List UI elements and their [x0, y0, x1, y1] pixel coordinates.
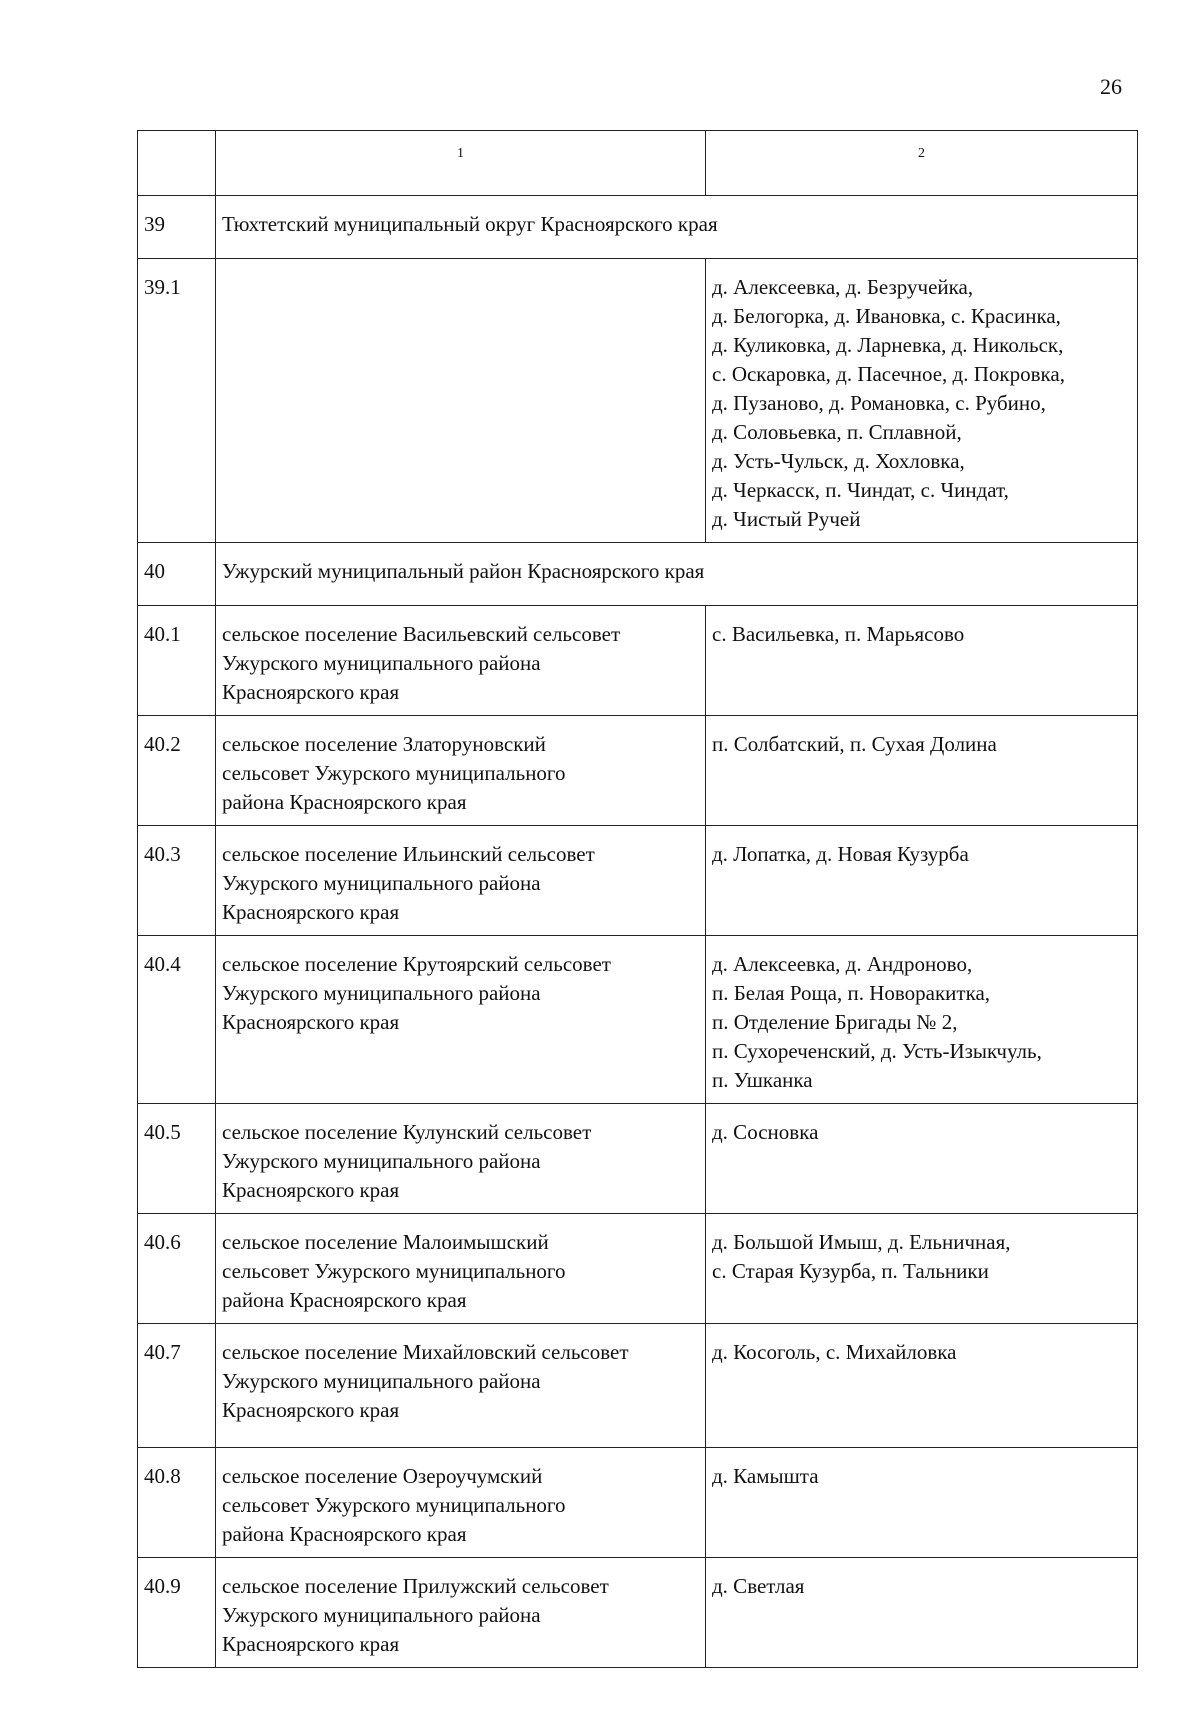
table-row — [138, 1214, 1138, 1324]
table-row — [138, 826, 1138, 936]
localities-cell: д. Лопатка, д. Новая Кузурба — [706, 826, 1138, 936]
settlement-name-cell: сельское поселение Прилужский сельсовет Ужурского муниципального района Красноярского края — [216, 1558, 706, 1668]
settlement-name-cell: сельское поселение Михайловский сельсовет Ужурского муниципального района Красноярского края — [216, 1324, 706, 1448]
localities-cell: д. Камышта — [706, 1448, 1138, 1558]
row-number-cell: 40.8 — [138, 1448, 216, 1558]
table-header-row — [138, 131, 1138, 196]
table-row — [138, 716, 1138, 826]
settlement-name-cell: сельское поселение Озероучумский сельсовет Ужурского муниципального района Красноярского края — [216, 1448, 706, 1558]
header-cell-1: 1 — [216, 131, 706, 196]
row-number-cell: 40.5 — [138, 1104, 216, 1214]
row-number-cell: 40.3 — [138, 826, 216, 936]
table-row — [138, 259, 1138, 543]
settlements-table — [137, 130, 1138, 1668]
localities-cell: п. Солбатский, п. Сухая Долина — [706, 716, 1138, 826]
table-row — [138, 936, 1138, 1104]
row-number-cell: 40.6 — [138, 1214, 216, 1324]
table-row — [138, 1448, 1138, 1558]
row-number-cell: 40.4 — [138, 936, 216, 1104]
page-number: 26 — [1100, 74, 1122, 99]
settlement-name-cell: сельское поселение Малоимышский сельсовет Ужурского муниципального района Красноярского края — [216, 1214, 706, 1324]
row-number-cell: 40.2 — [138, 716, 216, 826]
table-group-row — [138, 196, 1138, 259]
localities-cell: д. Светлая — [706, 1558, 1138, 1668]
table-body — [138, 131, 1138, 1668]
settlement-name-cell: сельское поселение Златоруновский сельсовет Ужурского муниципального района Красноярского края — [216, 716, 706, 826]
settlement-name-cell: сельское поселение Васильевский сельсовет Ужурского муниципального района Красноярского края — [216, 606, 706, 716]
localities-cell: д. Алексеевка, д. Андроново, п. Белая Роща, п. Новоракитка, п. Отделение Бригады № 2, п. Сухореченский, д. Усть-Изыкчуль, п. Ушканка — [706, 936, 1138, 1104]
table-row — [138, 1558, 1138, 1668]
table-group-row — [138, 543, 1138, 606]
row-number-cell: 40.9 — [138, 1558, 216, 1668]
settlement-name-cell: сельское поселение Крутоярский сельсовет Ужурского муниципального района Красноярского края — [216, 936, 706, 1104]
header-cell-2: 2 — [706, 131, 1138, 196]
row-number-cell: 40 — [138, 543, 216, 606]
localities-cell: с. Васильевка, п. Марьясово — [706, 606, 1138, 716]
row-number-cell: 40.7 — [138, 1324, 216, 1448]
settlement-name-cell — [216, 259, 706, 543]
table-row — [138, 606, 1138, 716]
municipality-name-cell: Тюхтетский муниципальный округ Красноярского края — [216, 196, 1138, 259]
localities-cell: д. Сосновка — [706, 1104, 1138, 1214]
row-number-cell: 40.1 — [138, 606, 216, 716]
settlement-name-cell: сельское поселение Ильинский сельсовет Ужурского муниципального района Красноярского края — [216, 826, 706, 936]
settlement-name-cell: сельское поселение Кулунский сельсовет Ужурского муниципального района Красноярского края — [216, 1104, 706, 1214]
municipality-name-cell: Ужурский муниципальный район Красноярского края — [216, 543, 1138, 606]
table-row — [138, 1324, 1138, 1448]
localities-cell: д. Косоголь, с. Михайловка — [706, 1324, 1138, 1448]
table-row — [138, 1104, 1138, 1214]
header-cell-number — [138, 131, 216, 196]
localities-cell: д. Большой Имыш, д. Ельничная, с. Старая Кузурба, п. Тальники — [706, 1214, 1138, 1324]
localities-cell: д. Алексеевка, д. Безручейка, д. Белогорка, д. Ивановка, с. Красинка, д. Куликовка, д. Ларневка, д. Никольск, с. Оскаровка, д. Пасечное, д. Покровка, д. Пузаново, д. Романовка, с. Рубино, д. Соловьевка, п. Сплавной, д. Усть-Чульск, д. Хохловка, д. Черкасск, п. Чиндат, с. Чиндат, д. Чистый Ручей — [706, 259, 1138, 543]
row-number-cell: 39 — [138, 196, 216, 259]
row-number-cell: 39.1 — [138, 259, 216, 543]
